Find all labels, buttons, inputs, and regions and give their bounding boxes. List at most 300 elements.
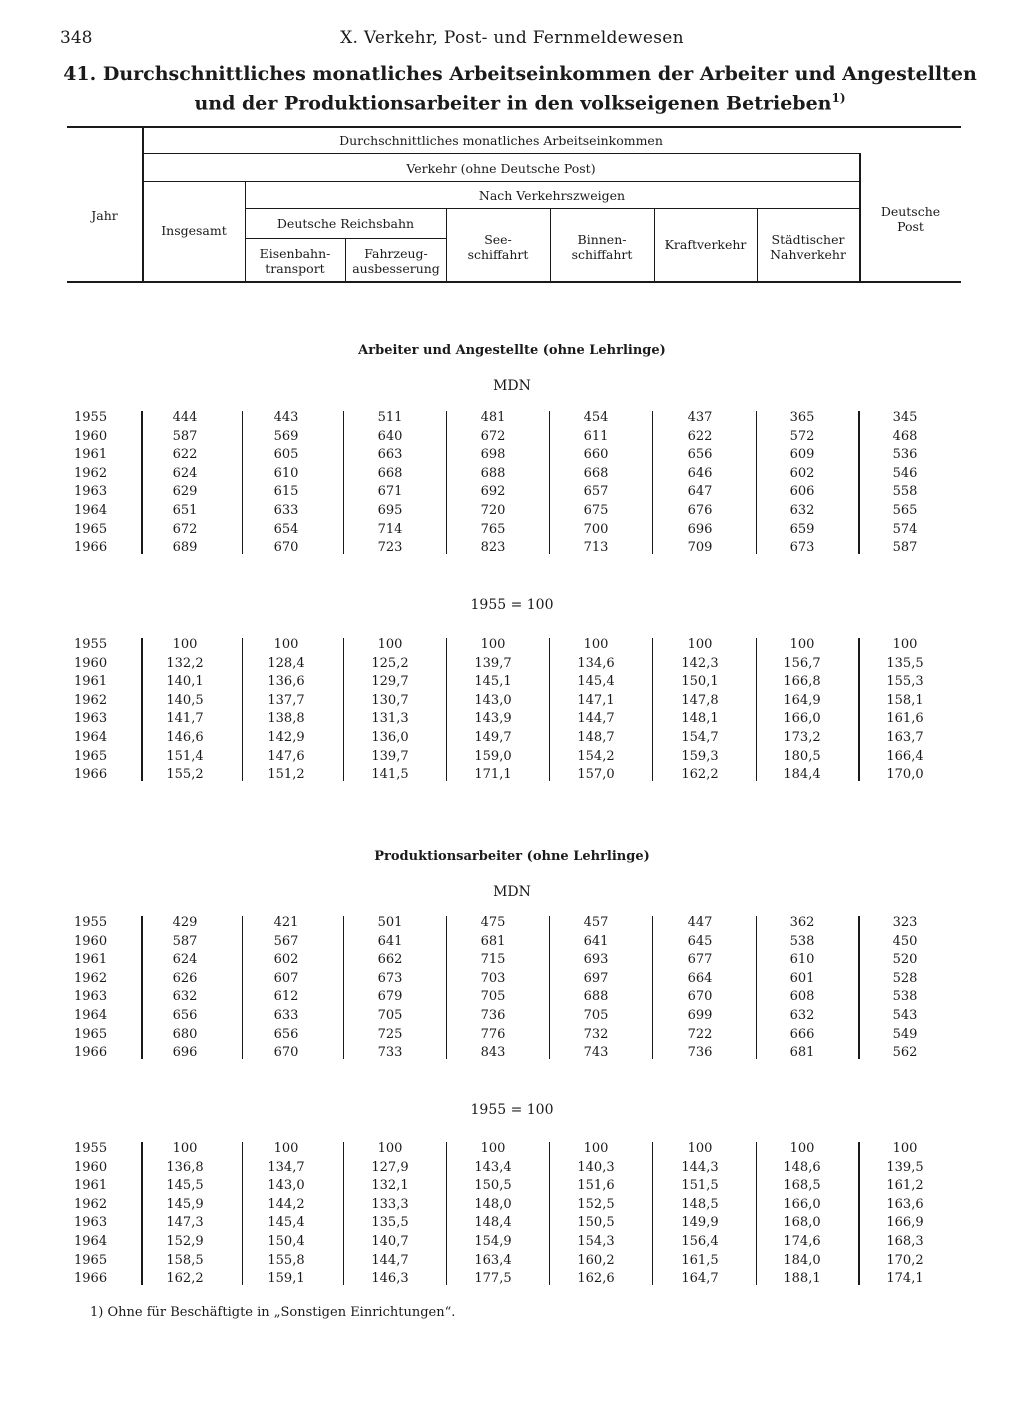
value-cell: 159,0: [474, 748, 512, 764]
table-row: [0, 989, 1024, 1008]
year-cell: 1966: [74, 540, 108, 556]
year-cell: 1963: [74, 484, 108, 500]
header-deutsche-post-line-1: Deutsche: [880, 204, 941, 219]
value-cell: 100: [583, 1141, 609, 1156]
value-cell: 152,5: [577, 1196, 615, 1212]
value-cell: 699: [687, 1008, 713, 1023]
table-row: [0, 1253, 1024, 1272]
year-cell: 1961: [74, 952, 108, 968]
value-cell: 720: [480, 503, 506, 518]
value-cell: 562: [892, 1045, 918, 1061]
value-cell: 457: [583, 915, 609, 930]
value-cell: 632: [172, 989, 198, 1005]
year-cell: 1965: [74, 521, 108, 537]
value-cell: 668: [583, 465, 609, 481]
value-cell: 125,2: [371, 655, 409, 671]
value-cell: 155,8: [267, 1252, 305, 1268]
year-cell: 1961: [74, 1178, 108, 1194]
header-verkehr: Verkehr (ohne Deutsche Post): [406, 161, 596, 176]
value-cell: 696: [172, 1045, 198, 1061]
value-cell: 142,3: [681, 655, 719, 671]
year-cell: 1962: [74, 692, 108, 708]
value-cell: 170,2: [886, 1252, 924, 1268]
value-cell: 168,3: [886, 1234, 924, 1249]
year-cell: 1960: [74, 1159, 108, 1175]
year-cell: 1960: [74, 933, 108, 949]
value-cell: 676: [687, 503, 713, 518]
value-cell: 688: [480, 465, 506, 481]
value-cell: 481: [480, 410, 506, 425]
value-cell: 692: [480, 484, 506, 500]
header-fahrzeugausbesserung-line-2: ausbesserung: [352, 261, 440, 276]
value-cell: 673: [377, 970, 403, 986]
value-cell: 714: [377, 521, 403, 537]
value-cell: 166,4: [886, 748, 924, 764]
value-cell: 154,9: [474, 1234, 512, 1249]
header-bottom-rule: [67, 281, 961, 283]
header-binnenschiffahrt-line-1: Binnen-: [577, 232, 627, 247]
header-rule-1: [143, 153, 859, 154]
value-cell: 733: [377, 1045, 403, 1061]
unit-heading: 1955 = 100: [470, 1102, 554, 1118]
value-cell: 151,5: [681, 1178, 719, 1194]
value-cell: 823: [480, 540, 506, 556]
value-cell: 184,0: [783, 1252, 821, 1268]
table-row: [0, 1008, 1024, 1027]
value-cell: 632: [789, 503, 815, 518]
value-cell: 151,6: [577, 1178, 615, 1194]
value-cell: 146,6: [166, 730, 204, 745]
value-cell: 159,1: [267, 1271, 305, 1287]
value-cell: 610: [789, 952, 815, 968]
value-cell: 160,2: [577, 1252, 615, 1268]
year-cell: 1955: [74, 915, 108, 930]
value-cell: 725: [377, 1026, 403, 1042]
value-cell: 154,2: [577, 748, 615, 764]
header-eisenbahntransport-line-1: Eisenbahn-: [259, 246, 331, 261]
value-cell: 161,6: [886, 711, 924, 727]
value-cell: 468: [892, 428, 918, 444]
header-seeschiffahrt: [446, 232, 550, 262]
table-row: [0, 767, 1024, 786]
table-row: [0, 711, 1024, 730]
table-row: [0, 730, 1024, 749]
value-cell: 100: [273, 637, 299, 652]
value-cell: 100: [789, 637, 815, 652]
value-cell: 150,4: [267, 1234, 305, 1249]
value-cell: 641: [583, 933, 609, 949]
value-cell: 843: [480, 1045, 506, 1061]
value-cell: 713: [583, 540, 609, 556]
table-title-line-2-text: und der Produktionsarbeiter in den volkseigenen Betrieben: [194, 92, 832, 115]
value-cell: 646: [687, 465, 713, 481]
value-cell: 158,1: [886, 692, 924, 708]
value-cell: 136,0: [371, 730, 409, 745]
value-cell: 166,0: [783, 711, 821, 727]
value-cell: 607: [273, 970, 299, 986]
value-cell: 143,4: [474, 1159, 512, 1175]
header-binnenschiffahrt: [550, 232, 654, 262]
year-cell: 1962: [74, 1196, 108, 1212]
table-row: [0, 915, 1024, 934]
value-cell: 100: [583, 637, 609, 652]
unit-heading: MDN: [493, 884, 531, 900]
value-cell: 670: [687, 989, 713, 1005]
value-cell: 142,9: [267, 730, 305, 745]
value-cell: 520: [892, 952, 918, 968]
value-cell: 323: [892, 915, 918, 930]
header-seeschiffahrt-line-1: See-: [484, 232, 512, 247]
value-cell: 736: [480, 1008, 506, 1023]
footnote: 1) Ohne für Beschäftigte in „Sonstigen Einrichtungen“.: [90, 1305, 456, 1320]
value-cell: 602: [789, 465, 815, 481]
value-cell: 151,4: [166, 748, 204, 764]
value-cell: 135,5: [886, 655, 924, 671]
value-cell: 656: [172, 1008, 198, 1023]
value-cell: 421: [273, 915, 299, 930]
unit-heading: 1955 = 100: [470, 597, 554, 613]
value-cell: 654: [273, 521, 299, 537]
value-cell: 668: [377, 465, 403, 481]
value-cell: 715: [480, 952, 506, 968]
header-top-rule: [67, 126, 961, 128]
value-cell: 148,5: [681, 1196, 719, 1212]
value-cell: 150,5: [577, 1215, 615, 1231]
year-cell: 1966: [74, 1045, 108, 1061]
table-title: [60, 62, 980, 115]
value-cell: 143,0: [267, 1178, 305, 1194]
value-cell: 662: [377, 952, 403, 968]
value-cell: 689: [172, 540, 198, 556]
header-binnenschiffahrt-line-2: schiffahrt: [571, 247, 633, 262]
value-cell: 100: [687, 1141, 713, 1156]
value-cell: 681: [480, 933, 506, 949]
value-cell: 633: [273, 503, 299, 518]
value-cell: 151,2: [267, 767, 305, 783]
value-cell: 100: [172, 637, 198, 652]
year-cell: 1962: [74, 465, 108, 481]
value-cell: 543: [892, 1008, 918, 1023]
value-cell: 132,1: [371, 1178, 409, 1194]
year-cell: 1960: [74, 428, 108, 444]
table-row: [0, 1234, 1024, 1253]
value-cell: 100: [480, 1141, 506, 1156]
value-cell: 587: [172, 428, 198, 444]
value-cell: 100: [892, 637, 918, 652]
table-row: [0, 971, 1024, 990]
year-cell: 1965: [74, 1252, 108, 1268]
header-staedtischer-nahverkehr-line-2: Nahverkehr: [770, 247, 846, 262]
value-cell: 602: [273, 952, 299, 968]
value-cell: 615: [273, 484, 299, 500]
header-kraftverkehr: Kraftverkehr: [664, 237, 747, 252]
value-cell: 164,7: [681, 1271, 719, 1287]
value-cell: 136,8: [166, 1159, 204, 1175]
value-cell: 137,7: [267, 692, 305, 708]
running-head: X. Verkehr, Post- und Fernmeldewesen: [340, 28, 684, 48]
value-cell: 156,4: [681, 1234, 719, 1249]
value-cell: 656: [687, 447, 713, 463]
value-cell: 700: [583, 521, 609, 537]
value-cell: 162,6: [577, 1271, 615, 1287]
table-row: [0, 952, 1024, 971]
value-cell: 148,1: [681, 711, 719, 727]
table-row: [0, 1271, 1024, 1290]
value-cell: 587: [172, 933, 198, 949]
value-cell: 100: [480, 637, 506, 652]
value-cell: 705: [377, 1008, 403, 1023]
table-row: [0, 749, 1024, 768]
value-cell: 450: [892, 933, 918, 949]
value-cell: 659: [789, 521, 815, 537]
header-eisenbahntransport-line-2: transport: [265, 261, 325, 276]
value-cell: 705: [583, 1008, 609, 1023]
value-cell: 148,4: [474, 1215, 512, 1231]
value-cell: 565: [892, 503, 918, 518]
value-cell: 641: [377, 933, 403, 949]
value-cell: 362: [789, 915, 815, 930]
value-cell: 171,1: [474, 767, 512, 783]
value-cell: 567: [273, 933, 299, 949]
value-cell: 184,4: [783, 767, 821, 783]
table-row: [0, 1141, 1024, 1160]
value-cell: 147,8: [681, 692, 719, 708]
value-cell: 675: [583, 503, 609, 518]
table-row: [0, 1027, 1024, 1046]
value-cell: 723: [377, 540, 403, 556]
value-cell: 693: [583, 952, 609, 968]
year-cell: 1961: [74, 447, 108, 463]
value-cell: 528: [892, 970, 918, 986]
header-top: Durchschnittliches monatliches Arbeitseinkommen: [339, 133, 663, 148]
value-cell: 134,7: [267, 1159, 305, 1175]
value-cell: 155,2: [166, 767, 204, 783]
year-cell: 1955: [74, 1141, 108, 1156]
value-cell: 177,5: [474, 1271, 512, 1287]
value-cell: 647: [687, 484, 713, 500]
table-title-line-1: 41. Durchschnittliches monatliches Arbeitseinkommen der Arbeiter und Angestellten: [63, 63, 977, 85]
table-row: [0, 410, 1024, 429]
value-cell: 147,6: [267, 748, 305, 764]
value-cell: 168,0: [783, 1215, 821, 1231]
header-vline-jahr: [142, 127, 144, 282]
value-cell: 141,5: [371, 767, 409, 783]
year-cell: 1966: [74, 1271, 108, 1287]
table-title-line-2: [60, 86, 980, 115]
header-deutsche-post: [860, 204, 961, 234]
value-cell: 173,2: [783, 730, 821, 745]
year-cell: 1961: [74, 674, 108, 690]
table-row: [0, 429, 1024, 448]
value-cell: 698: [480, 447, 506, 463]
value-cell: 145,4: [267, 1215, 305, 1231]
value-cell: 736: [687, 1045, 713, 1061]
value-cell: 670: [273, 1045, 299, 1061]
value-cell: 166,0: [783, 1196, 821, 1212]
value-cell: 100: [377, 1141, 403, 1156]
value-cell: 672: [172, 521, 198, 537]
value-cell: 150,5: [474, 1178, 512, 1194]
value-cell: 138,8: [267, 711, 305, 727]
value-cell: 743: [583, 1045, 609, 1061]
value-cell: 141,7: [166, 711, 204, 727]
value-cell: 100: [789, 1141, 815, 1156]
value-cell: 696: [687, 521, 713, 537]
value-cell: 574: [892, 521, 918, 537]
table-row: [0, 1045, 1024, 1064]
value-cell: 163,6: [886, 1196, 924, 1212]
value-cell: 161,5: [681, 1252, 719, 1268]
value-cell: 134,6: [577, 655, 615, 671]
value-cell: 130,7: [371, 692, 409, 708]
value-cell: 624: [172, 465, 198, 481]
value-cell: 161,2: [886, 1178, 924, 1194]
value-cell: 447: [687, 915, 713, 930]
value-cell: 709: [687, 540, 713, 556]
value-cell: 569: [273, 428, 299, 444]
value-cell: 163,7: [886, 730, 924, 745]
value-cell: 135,5: [371, 1215, 409, 1231]
value-cell: 149,7: [474, 730, 512, 745]
value-cell: 129,7: [371, 674, 409, 690]
value-cell: 100: [273, 1141, 299, 1156]
value-cell: 365: [789, 410, 815, 425]
year-cell: 1965: [74, 1026, 108, 1042]
value-cell: 150,1: [681, 674, 719, 690]
table-row: [0, 674, 1024, 693]
value-cell: 146,3: [371, 1271, 409, 1287]
value-cell: 695: [377, 503, 403, 518]
value-cell: 164,9: [783, 692, 821, 708]
value-cell: 645: [687, 933, 713, 949]
year-cell: 1966: [74, 767, 108, 783]
value-cell: 132,2: [166, 655, 204, 671]
value-cell: 162,2: [166, 1271, 204, 1287]
value-cell: 145,1: [474, 674, 512, 690]
value-cell: 666: [789, 1026, 815, 1042]
value-cell: 673: [789, 540, 815, 556]
year-cell: 1960: [74, 655, 108, 671]
header-staedtischer-nahverkehr: [757, 232, 859, 262]
value-cell: 664: [687, 970, 713, 986]
value-cell: 140,5: [166, 692, 204, 708]
value-cell: 612: [273, 989, 299, 1005]
header-reichsbahn: Deutsche Reichsbahn: [276, 216, 415, 231]
table-row: [0, 656, 1024, 675]
header-rule-3: [245, 208, 859, 209]
value-cell: 651: [172, 503, 198, 518]
value-cell: 722: [687, 1026, 713, 1042]
value-cell: 156,7: [783, 655, 821, 671]
value-cell: 188,1: [783, 1271, 821, 1287]
year-cell: 1964: [74, 1234, 108, 1249]
year-cell: 1963: [74, 1215, 108, 1231]
value-cell: 136,6: [267, 674, 305, 690]
value-cell: 147,3: [166, 1215, 204, 1231]
value-cell: 558: [892, 484, 918, 500]
value-cell: 145,4: [577, 674, 615, 690]
value-cell: 546: [892, 465, 918, 481]
value-cell: 144,3: [681, 1159, 719, 1175]
table-row: [0, 1215, 1024, 1234]
value-cell: 155,3: [886, 674, 924, 690]
header-rule-2: [143, 181, 859, 182]
value-cell: 148,7: [577, 730, 615, 745]
value-cell: 705: [480, 989, 506, 1005]
value-cell: 538: [892, 989, 918, 1005]
value-cell: 605: [273, 447, 299, 463]
value-cell: 152,9: [166, 1234, 204, 1249]
value-cell: 168,5: [783, 1178, 821, 1194]
value-cell: 159,3: [681, 748, 719, 764]
value-cell: 633: [273, 1008, 299, 1023]
value-cell: 606: [789, 484, 815, 500]
value-cell: 608: [789, 989, 815, 1005]
value-cell: 144,7: [577, 711, 615, 727]
value-cell: 656: [273, 1026, 299, 1042]
value-cell: 765: [480, 521, 506, 537]
value-cell: 170,0: [886, 767, 924, 783]
table-row: [0, 1197, 1024, 1216]
value-cell: 672: [480, 428, 506, 444]
table-row: [0, 637, 1024, 656]
value-cell: 145,5: [166, 1178, 204, 1194]
table-row: [0, 447, 1024, 466]
value-cell: 776: [480, 1026, 506, 1042]
value-cell: 572: [789, 428, 815, 444]
table-row: [0, 503, 1024, 522]
value-cell: 632: [789, 1008, 815, 1023]
value-cell: 437: [687, 410, 713, 425]
value-cell: 629: [172, 484, 198, 500]
unit-heading: MDN: [493, 378, 531, 394]
header-eisenbahntransport: [245, 246, 345, 276]
value-cell: 139,5: [886, 1159, 924, 1175]
value-cell: 163,4: [474, 1252, 512, 1268]
value-cell: 143,0: [474, 692, 512, 708]
header-deutsche-post-line-2: Post: [897, 219, 924, 234]
value-cell: 139,7: [371, 748, 409, 764]
value-cell: 640: [377, 428, 403, 444]
value-cell: 501: [377, 915, 403, 930]
header-staedtischer-nahverkehr-line-1: Städtischer: [771, 232, 845, 247]
value-cell: 609: [789, 447, 815, 463]
value-cell: 610: [273, 465, 299, 481]
header-fahrzeugausbesserung-line-1: Fahrzeug-: [364, 246, 428, 261]
value-cell: 145,9: [166, 1196, 204, 1212]
value-cell: 131,3: [371, 711, 409, 727]
value-cell: 127,9: [371, 1159, 409, 1175]
section-heading: Produktionsarbeiter (ohne Lehrlinge): [374, 849, 650, 864]
value-cell: 475: [480, 915, 506, 930]
value-cell: 154,3: [577, 1234, 615, 1249]
year-cell: 1962: [74, 970, 108, 986]
value-cell: 143,9: [474, 711, 512, 727]
value-cell: 626: [172, 970, 198, 986]
year-cell: 1955: [74, 410, 108, 425]
value-cell: 732: [583, 1026, 609, 1042]
value-cell: 663: [377, 447, 403, 463]
table-row: [0, 466, 1024, 485]
value-cell: 180,5: [783, 748, 821, 764]
header-fahrzeugausbesserung: [346, 246, 446, 276]
header-insgesamt: Insgesamt: [161, 223, 227, 238]
value-cell: 100: [892, 1141, 918, 1156]
value-cell: 154,7: [681, 730, 719, 745]
table-row: [0, 1178, 1024, 1197]
year-cell: 1963: [74, 711, 108, 727]
table-row: [0, 540, 1024, 559]
